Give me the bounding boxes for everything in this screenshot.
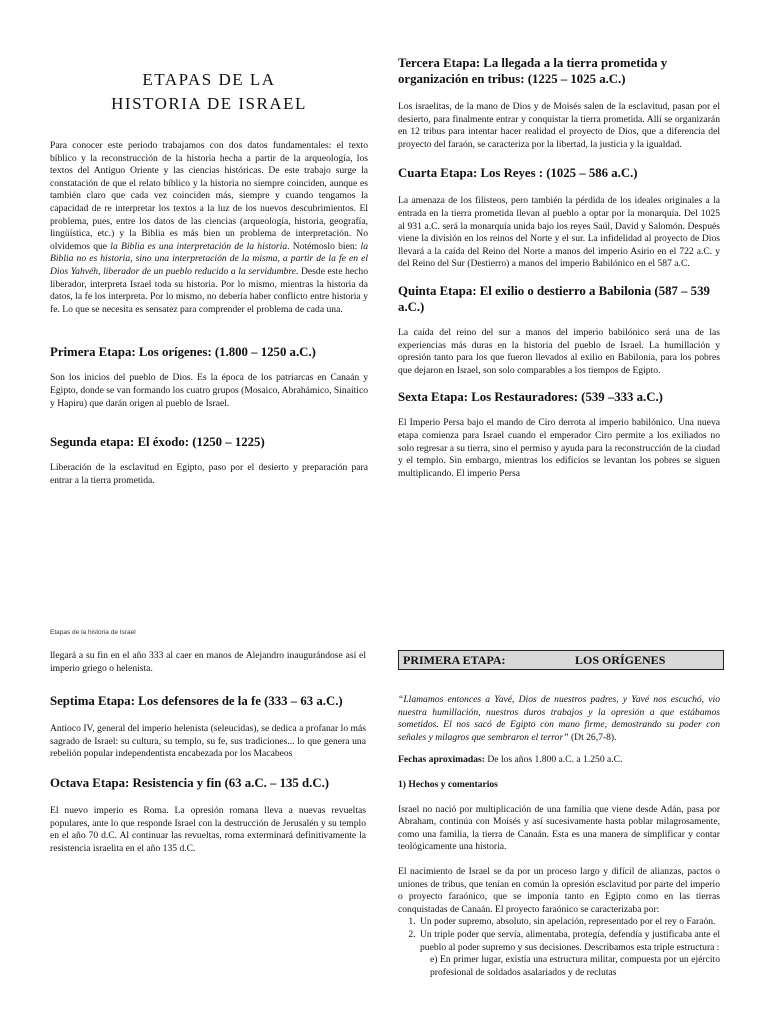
list-item: 2. Un triple poder que servía, alimentaba, protegía, defendía y justificaba ante el pueblo al poder supremo y sus decisiones. Describamos esta triple estructura : <box>418 929 720 954</box>
characteristics-list <box>398 916 720 954</box>
quote-paragraph <box>398 694 720 744</box>
list-item: 1. Un poder supremo, absoluto, sin apelación, representado por el rey o Faraón. <box>418 916 720 929</box>
heading-sexta-etapa: Sexta Etapa: Los Restauradores: (539 –333 a.C.) <box>398 390 663 405</box>
quote-reference: (Dt 26,7-8). <box>568 731 617 743</box>
intro-text-3: . Desde este hecho liberador, interpreta Israel toda su historia. Por lo mismo, mientras la historia da datos, la fe los interpreta. Por lo mismo, no debería haber conflicto entre historia y fe. Lo que se necesita es sensatez para comprender el problema de cada una. <box>50 265 368 315</box>
section-header-left: PRIMERA ETAPA: <box>403 653 506 667</box>
heading-octava-etapa: Octava Etapa: Resistencia y fin (63 a.C. – 135 d.C.) <box>50 775 330 790</box>
paragraph-hechos-2: El nacimiento de Israel se da por un proceso largo y difícil de alianzas, pactos o uniones de tribus, que tenían en común la opresión esclavitud por parte del imperio o proyecto faraónico, que se imponía tanto en Egipto como en las tierras conquistadas de Canaán. El proyecto faraónico se caracterizaba por: <box>398 865 720 915</box>
paragraph-octava-etapa: El nuevo imperio es Roma. La opresión romana lleva a nuevas revueltas populares, ante lo que responde Israel con la destrucción de Jerusalén y su templo en el año 70 d.C. Al continuar las revueltas, roma exterminará definitivamente la resistencia israelita en el año 135 d.C. <box>50 804 366 854</box>
paragraph-hechos-1: Israel no nació por multiplicación de una familia que viene desde Adán, pasa por Abraham, continúa con Moisés y así sucesivamente hasta poblar milagrosamente, como una familia, la tierra de Canaán. Esta es una manera de simplificar y contar teológicamente una historia. <box>398 803 720 853</box>
section-header-right: LOS ORÍGENES <box>575 653 666 667</box>
page2-left-column <box>50 650 366 855</box>
running-header: Etapas de la historia de Israel <box>50 629 136 636</box>
document-title-line1: ETAPAS DE LA <box>142 70 276 89</box>
paragraph-continuation: llegará a su fin en el año 333 al caer en manos de Alejandro inaugurándose así el imperio griego o helenista. <box>50 650 366 674</box>
fechas-label: Fechas aproximadas: <box>398 754 485 766</box>
paragraph-cuarta-etapa: La amenaza de los filisteos, pero también la pérdida de los ideales originales a la entrada en la tierra prometida llevan al pueblo a optar por la monarquía. Del 1025 al 931 a.C. será la monarquía unida bajo los reyes Saúl, David y Salomón. Después viene la división en los reinos del Norte y el sur. La infidelidad al proyecto de Dios llevará a la caída del Reino del Norte a manos del imperio Asirio en el 722 a.C. y del Reino del Sur (Destierro) a manos del imperio Babilónico en el 587 a.C. <box>398 195 720 270</box>
document-title <box>50 68 368 116</box>
intro-italic-1: la Biblia es una interpretación de la historia <box>110 240 288 252</box>
heading-septima-etapa: Septima Etapa: Los defensores de la fe (333 – 63 a.C.) <box>50 694 343 709</box>
paragraph-septima-etapa: Antioco IV, general del imperio helenista (seleucidas), se dedica a profanar lo más sagrado de Israel: su cultura, su templo, su fe, sus tradiciones... lo que genera una rebelión popular independentista encabezada por los Macabeos <box>50 723 366 760</box>
paragraph-sexta-etapa: El Imperio Persa bajo el mando de Ciro derrota al imperio babilónico. Una nueva etapa comienza para Israel cuando el emperador Ciro permite a los exiliados no solo regresar a su tierra, sino el permiso y ayuda para la reconstrucción de la ciudad y el templo. Sin embargo, mientras los edificios se levantan los pobres se siguen multiplicando. El imperio Persa <box>398 417 720 479</box>
subheading-hechos: 1) Hechos y comentarios <box>398 778 498 790</box>
paragraph-tercera-etapa: Los israelitas, de la mano de Dios y de Moisés salen de la esclavitud, pasan por el desierto, para finalmente entrar y conquistar la tierra prometida. Allí se organizarán en 12 tribus para intentar hacer realidad el proyecto de Dios, que a diferencia del proyecto del faraón, se caracteriza por la libertad, la justicia y la igualdad. <box>398 101 720 150</box>
heading-segunda-etapa: Segunda etapa: El éxodo: (1250 – 1225) <box>50 435 265 450</box>
fechas-text: De los años 1.800 a.C. a 1.250 a.C. <box>484 754 623 766</box>
paragraph-quinta-etapa: La caída del reino del sur a manos del imperio babilónico será una de las experiencias más duras en la historia del pueblo de Israel. La humillación y opresión tanto para los que fueron llevados al exilio en Babilonia, para los pobres que dejaron en Israel, son solo comparables a los tiempos de Egipto. <box>398 326 720 376</box>
paragraph-primera-etapa: Son los inicios del pueblo de Dios. Es la época de los patriarcas en Canaán y Egipto, donde se van formando los cuatro grupos (Mosaico, Abrahámico, Sinaítico y Hapiru) que darán origen al pueblo de Israel. <box>50 372 368 409</box>
intro-italic-2: la Biblia no es historia, sino una interpretación de la misma, a partir de la fe en el Dios Yahvéh, liberador de un pueblo reducido a la servidumbre <box>50 240 368 277</box>
heading-tercera-etapa: Tercera Etapa: La llegada a la tierra prometida y organización en tribus: (1225 – 1025 a.C.) <box>398 56 668 86</box>
section-header-box <box>398 650 724 670</box>
intro-text-1: Para conocer este periodo trabajamos con dos datos fundamentales: el texto bíblico y la reconstrucción de la historia hecha a partir de la arqueología, los textos del Antiguo Oriente y las ciencias históricas. De este trabajo surge la constatación de que el relato bíblico y la historia no siempre coinciden, aunque es también claro que cada vez coinciden más, siempre y cuando tengamos la capacidad de re interpretar los textos a la luz de los nuevos descubrimientos. El problema, pues, entre los datos de las ciencias (arqueología, historia, geografía, lingüística, etc.) y la Biblia es más bien un problema de interpretación. No olvidemos que <box>50 140 368 252</box>
intro-text-2: . Notémoslo bien: <box>287 240 361 252</box>
page2-right-column <box>398 694 720 1024</box>
fechas-paragraph <box>398 754 720 767</box>
paragraph-segunda-etapa: Liberación de la esclavitud en Egipto, paso por el desierto y preparación para entrar a la tierra prometida. <box>50 462 368 486</box>
heading-quinta-etapa: Quinta Etapa: El exilio o destierro a Babilonia (587 – 539 a.C.) <box>398 283 710 314</box>
paragraph-item-e: e) En primer lugar, existía una estructura militar, compuesta por un ejército profesional de soldados asalariados y de reclutas <box>430 954 720 978</box>
quote-text: “Llamamos entonces a Yavé, Dios de nuestros padres, y Yavé nos escuchó, vio nuestra humillación, nuestros duros trabajos y la opresión a que estábamos sometidos. El nos sacó de Egipto con mano firme, demostrando su poder con señales y milagros que sembraron el terror” <box>398 694 720 743</box>
heading-cuarta-etapa: Cuarta Etapa: Los Reyes : (1025 – 586 a.C.) <box>398 166 638 181</box>
page1-left-column <box>50 68 368 487</box>
intro-paragraph <box>50 140 368 316</box>
document-title-line2: HISTORIA DE ISRAEL <box>111 94 307 113</box>
heading-primera-etapa: Primera Etapa: Los orígenes: (1.800 – 1250 a.C.) <box>50 345 316 360</box>
page1-right-column <box>398 55 720 480</box>
